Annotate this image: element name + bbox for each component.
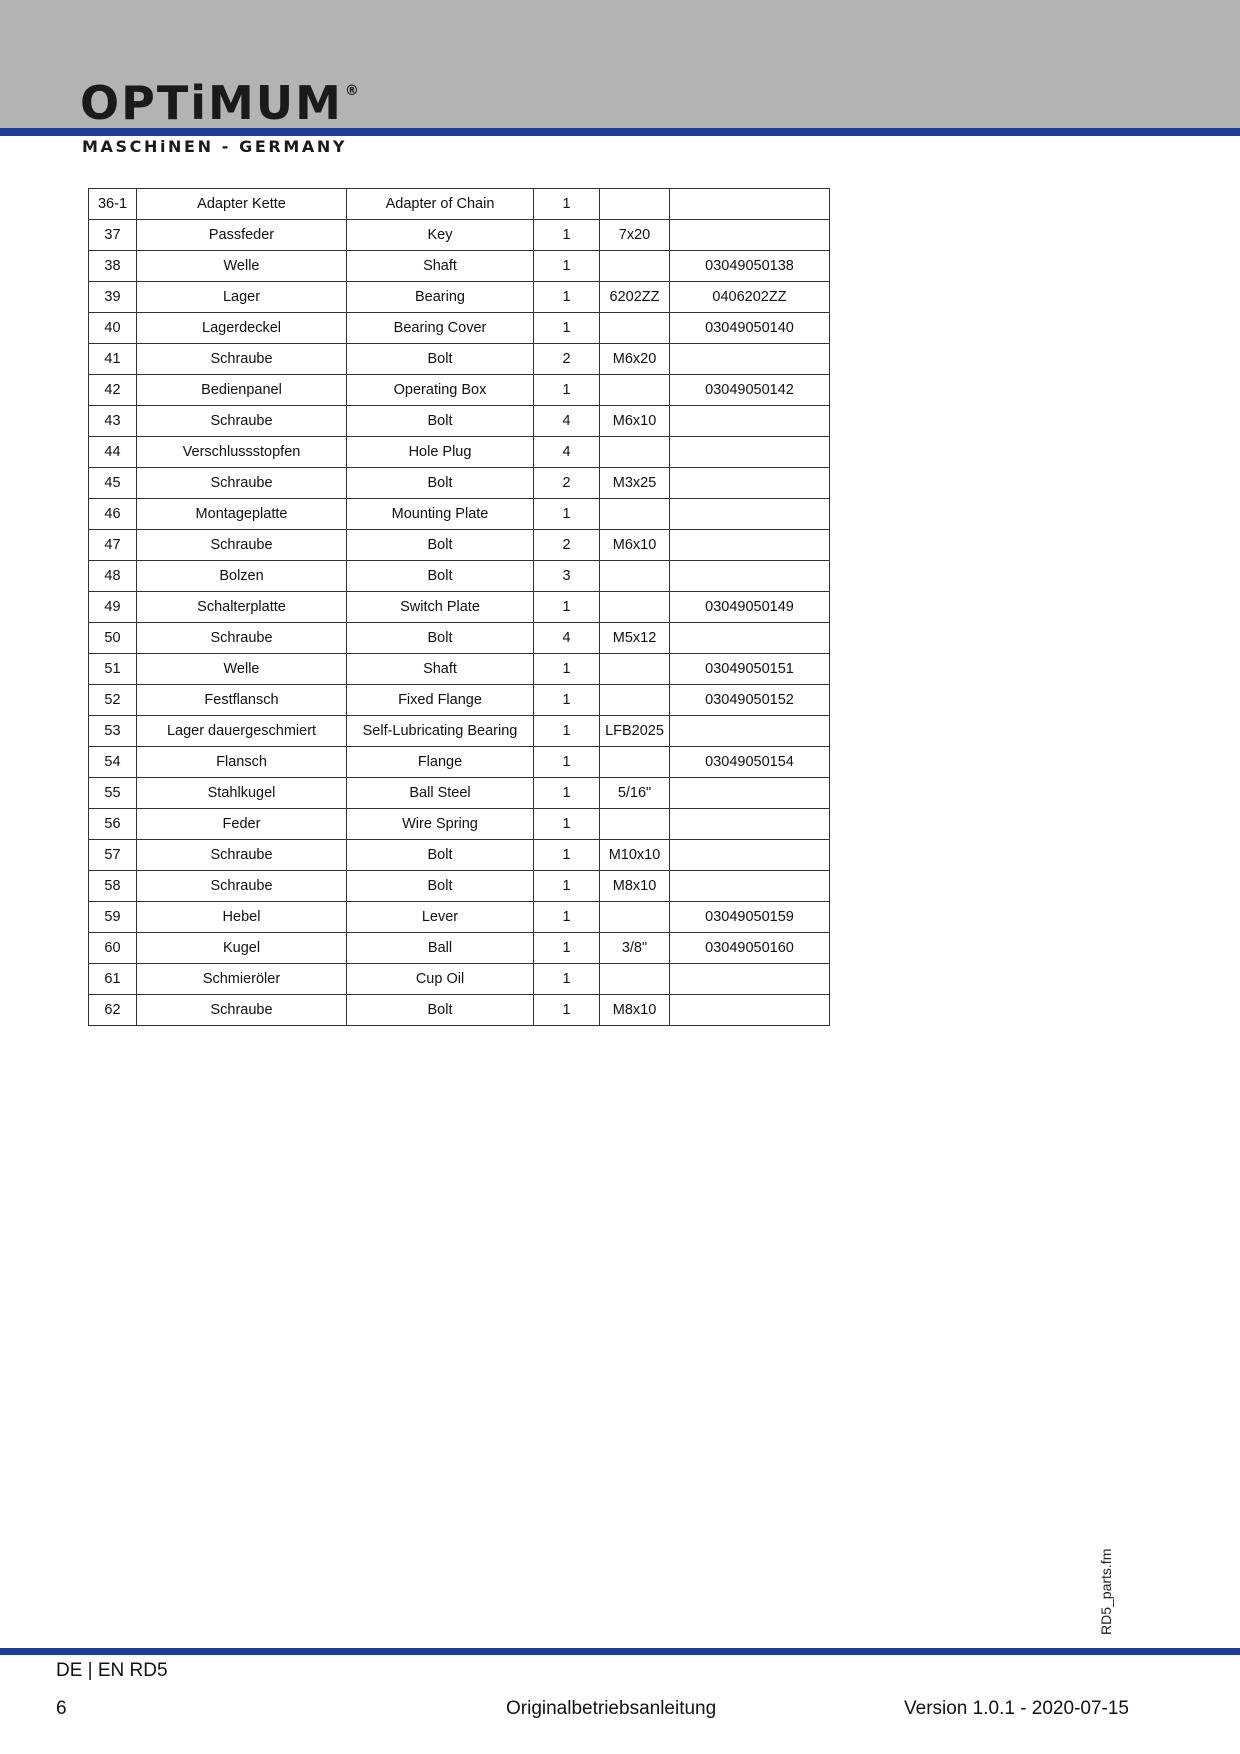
cell-description-de: Schraube <box>137 840 347 871</box>
cell-pos: 37 <box>89 220 137 251</box>
cell-description-en: Self-Lubricating Bearing <box>347 716 534 747</box>
cell-quantity: 1 <box>534 902 600 933</box>
cell-description-de: Schraube <box>137 871 347 902</box>
cell-quantity: 1 <box>534 592 600 623</box>
cell-quantity: 1 <box>534 871 600 902</box>
cell-quantity: 4 <box>534 406 600 437</box>
brand-logo <box>80 76 361 130</box>
cell-article-number: 03049050154 <box>670 747 830 778</box>
cell-description-de: Feder <box>137 809 347 840</box>
cell-description-en: Flange <box>347 747 534 778</box>
cell-description-de: Montageplatte <box>137 499 347 530</box>
cell-description-de: Adapter Kette <box>137 189 347 220</box>
cell-pos: 51 <box>89 654 137 685</box>
cell-quantity: 1 <box>534 964 600 995</box>
table-row <box>89 282 830 313</box>
cell-article-number: 0406202ZZ <box>670 282 830 313</box>
table-row <box>89 220 830 251</box>
cell-pos: 47 <box>89 530 137 561</box>
cell-description-en: Operating Box <box>347 375 534 406</box>
cell-description-de: Bedienpanel <box>137 375 347 406</box>
cell-article-number: 03049050142 <box>670 375 830 406</box>
cell-size: M6x10 <box>600 406 670 437</box>
cell-description-en: Adapter of Chain <box>347 189 534 220</box>
cell-pos: 43 <box>89 406 137 437</box>
table-row <box>89 189 830 220</box>
table-row <box>89 716 830 747</box>
cell-description-en: Bolt <box>347 995 534 1026</box>
cell-pos: 42 <box>89 375 137 406</box>
cell-size <box>600 592 670 623</box>
cell-pos: 61 <box>89 964 137 995</box>
cell-quantity: 1 <box>534 778 600 809</box>
brand-tagline: MASCHiNEN - GERMANY <box>82 137 348 156</box>
cell-size <box>600 964 670 995</box>
cell-size <box>600 499 670 530</box>
cell-article-number <box>670 840 830 871</box>
cell-quantity: 1 <box>534 313 600 344</box>
cell-quantity: 4 <box>534 623 600 654</box>
footer-language: DE | EN RD5 <box>56 1660 168 1681</box>
cell-description-de: Schraube <box>137 623 347 654</box>
cell-article-number: 03049050149 <box>670 592 830 623</box>
cell-article-number <box>670 468 830 499</box>
footer-version: Version 1.0.1 - 2020-07-15 <box>904 1698 1129 1719</box>
table-row <box>89 933 830 964</box>
cell-pos: 59 <box>89 902 137 933</box>
table-row <box>89 592 830 623</box>
cell-description-en: Bolt <box>347 871 534 902</box>
cell-size: M5x12 <box>600 623 670 654</box>
cell-quantity: 2 <box>534 344 600 375</box>
cell-size <box>600 809 670 840</box>
cell-size: 7x20 <box>600 220 670 251</box>
cell-pos: 48 <box>89 561 137 592</box>
cell-pos: 45 <box>89 468 137 499</box>
cell-pos: 55 <box>89 778 137 809</box>
table-row <box>89 964 830 995</box>
cell-size <box>600 437 670 468</box>
table-row <box>89 530 830 561</box>
cell-description-de: Festflansch <box>137 685 347 716</box>
table-row <box>89 468 830 499</box>
cell-quantity: 1 <box>534 685 600 716</box>
table-row <box>89 406 830 437</box>
cell-pos: 36-1 <box>89 189 137 220</box>
cell-quantity: 1 <box>534 282 600 313</box>
table-row <box>89 654 830 685</box>
cell-article-number <box>670 778 830 809</box>
table-row <box>89 871 830 902</box>
cell-quantity: 2 <box>534 530 600 561</box>
cell-quantity: 1 <box>534 654 600 685</box>
cell-description-de: Lager dauergeschmiert <box>137 716 347 747</box>
cell-pos: 52 <box>89 685 137 716</box>
parts-table-body <box>89 189 830 1026</box>
cell-quantity: 1 <box>534 840 600 871</box>
cell-description-en: Bolt <box>347 468 534 499</box>
cell-article-number <box>670 716 830 747</box>
cell-description-de: Schraube <box>137 530 347 561</box>
table-row <box>89 840 830 871</box>
cell-size <box>600 747 670 778</box>
cell-article-number <box>670 499 830 530</box>
cell-size <box>600 251 670 282</box>
cell-description-en: Shaft <box>347 654 534 685</box>
cell-article-number <box>670 623 830 654</box>
cell-description-de: Kugel <box>137 933 347 964</box>
cell-article-number <box>670 189 830 220</box>
cell-article-number <box>670 530 830 561</box>
brand-name: OPTiMUM <box>80 76 343 130</box>
cell-description-en: Bearing <box>347 282 534 313</box>
cell-description-de: Lagerdeckel <box>137 313 347 344</box>
cell-description-de: Welle <box>137 654 347 685</box>
table-row <box>89 809 830 840</box>
cell-article-number <box>670 871 830 902</box>
cell-description-en: Ball Steel <box>347 778 534 809</box>
cell-quantity: 1 <box>534 995 600 1026</box>
cell-size: M8x10 <box>600 871 670 902</box>
cell-article-number: 03049050160 <box>670 933 830 964</box>
cell-description-de: Lager <box>137 282 347 313</box>
cell-description-en: Shaft <box>347 251 534 282</box>
cell-pos: 53 <box>89 716 137 747</box>
cell-article-number <box>670 344 830 375</box>
table-row <box>89 344 830 375</box>
cell-article-number: 03049050159 <box>670 902 830 933</box>
cell-pos: 62 <box>89 995 137 1026</box>
cell-quantity: 1 <box>534 809 600 840</box>
cell-quantity: 1 <box>534 933 600 964</box>
cell-description-en: Hole Plug <box>347 437 534 468</box>
cell-size <box>600 654 670 685</box>
table-row <box>89 313 830 344</box>
cell-description-de: Welle <box>137 251 347 282</box>
cell-size: 6202ZZ <box>600 282 670 313</box>
cell-description-en: Bolt <box>347 561 534 592</box>
cell-size: M6x20 <box>600 344 670 375</box>
cell-article-number <box>670 809 830 840</box>
cell-description-de: Verschlussstopfen <box>137 437 347 468</box>
cell-description-en: Lever <box>347 902 534 933</box>
cell-quantity: 1 <box>534 220 600 251</box>
cell-article-number <box>670 406 830 437</box>
cell-article-number <box>670 561 830 592</box>
cell-pos: 40 <box>89 313 137 344</box>
cell-size: M6x10 <box>600 530 670 561</box>
cell-quantity: 1 <box>534 375 600 406</box>
table-row <box>89 251 830 282</box>
cell-size <box>600 189 670 220</box>
cell-size: M8x10 <box>600 995 670 1026</box>
footer-rule <box>0 1648 1240 1655</box>
cell-description-de: Hebel <box>137 902 347 933</box>
cell-description-en: Fixed Flange <box>347 685 534 716</box>
cell-size: M3x25 <box>600 468 670 499</box>
cell-description-en: Switch Plate <box>347 592 534 623</box>
cell-article-number <box>670 220 830 251</box>
cell-quantity: 1 <box>534 189 600 220</box>
cell-size: 3/8" <box>600 933 670 964</box>
cell-description-en: Bolt <box>347 406 534 437</box>
cell-description-en: Key <box>347 220 534 251</box>
cell-pos: 54 <box>89 747 137 778</box>
cell-pos: 56 <box>89 809 137 840</box>
cell-description-de: Schraube <box>137 995 347 1026</box>
cell-description-en: Ball <box>347 933 534 964</box>
cell-description-en: Cup Oil <box>347 964 534 995</box>
cell-quantity: 1 <box>534 747 600 778</box>
cell-pos: 39 <box>89 282 137 313</box>
cell-description-en: Mounting Plate <box>347 499 534 530</box>
cell-size <box>600 902 670 933</box>
cell-quantity: 1 <box>534 251 600 282</box>
table-row <box>89 902 830 933</box>
cell-article-number <box>670 437 830 468</box>
cell-description-en: Wire Spring <box>347 809 534 840</box>
cell-size <box>600 561 670 592</box>
table-row <box>89 778 830 809</box>
cell-pos: 38 <box>89 251 137 282</box>
cell-article-number: 03049050152 <box>670 685 830 716</box>
cell-description-de: Stahlkugel <box>137 778 347 809</box>
cell-pos: 58 <box>89 871 137 902</box>
table-row <box>89 685 830 716</box>
cell-description-de: Schraube <box>137 468 347 499</box>
cell-description-de: Bolzen <box>137 561 347 592</box>
cell-quantity: 1 <box>534 716 600 747</box>
cell-description-de: Flansch <box>137 747 347 778</box>
table-row <box>89 437 830 468</box>
cell-size <box>600 313 670 344</box>
cell-size: M10x10 <box>600 840 670 871</box>
cell-quantity: 4 <box>534 437 600 468</box>
cell-pos: 50 <box>89 623 137 654</box>
footer-document-title: Originalbetriebsanleitung <box>506 1698 717 1719</box>
cell-description-en: Bolt <box>347 623 534 654</box>
side-file-label: RD5_parts.fm <box>1098 1548 1114 1635</box>
cell-description-en: Bearing Cover <box>347 313 534 344</box>
cell-size <box>600 685 670 716</box>
table-row <box>89 561 830 592</box>
cell-pos: 44 <box>89 437 137 468</box>
cell-pos: 49 <box>89 592 137 623</box>
cell-description-de: Passfeder <box>137 220 347 251</box>
parts-table <box>88 188 830 1026</box>
cell-pos: 57 <box>89 840 137 871</box>
cell-description-de: Schmieröler <box>137 964 347 995</box>
table-row <box>89 499 830 530</box>
page-number: 6 <box>56 1698 67 1719</box>
cell-size: 5/16" <box>600 778 670 809</box>
cell-description-en: Bolt <box>347 530 534 561</box>
cell-size: LFB2025 <box>600 716 670 747</box>
cell-article-number: 03049050140 <box>670 313 830 344</box>
table-row <box>89 995 830 1026</box>
table-row <box>89 623 830 654</box>
cell-article-number <box>670 964 830 995</box>
cell-article-number: 03049050138 <box>670 251 830 282</box>
cell-description-de: Schraube <box>137 406 347 437</box>
cell-quantity: 2 <box>534 468 600 499</box>
table-row <box>89 747 830 778</box>
cell-article-number: 03049050151 <box>670 654 830 685</box>
table-row <box>89 375 830 406</box>
registered-mark: ® <box>344 83 361 99</box>
cell-description-en: Bolt <box>347 840 534 871</box>
cell-description-de: Schraube <box>137 344 347 375</box>
cell-pos: 41 <box>89 344 137 375</box>
cell-article-number <box>670 995 830 1026</box>
cell-quantity: 3 <box>534 561 600 592</box>
cell-size <box>600 375 670 406</box>
cell-quantity: 1 <box>534 499 600 530</box>
cell-pos: 46 <box>89 499 137 530</box>
cell-description-de: Schalterplatte <box>137 592 347 623</box>
cell-pos: 60 <box>89 933 137 964</box>
cell-description-en: Bolt <box>347 344 534 375</box>
